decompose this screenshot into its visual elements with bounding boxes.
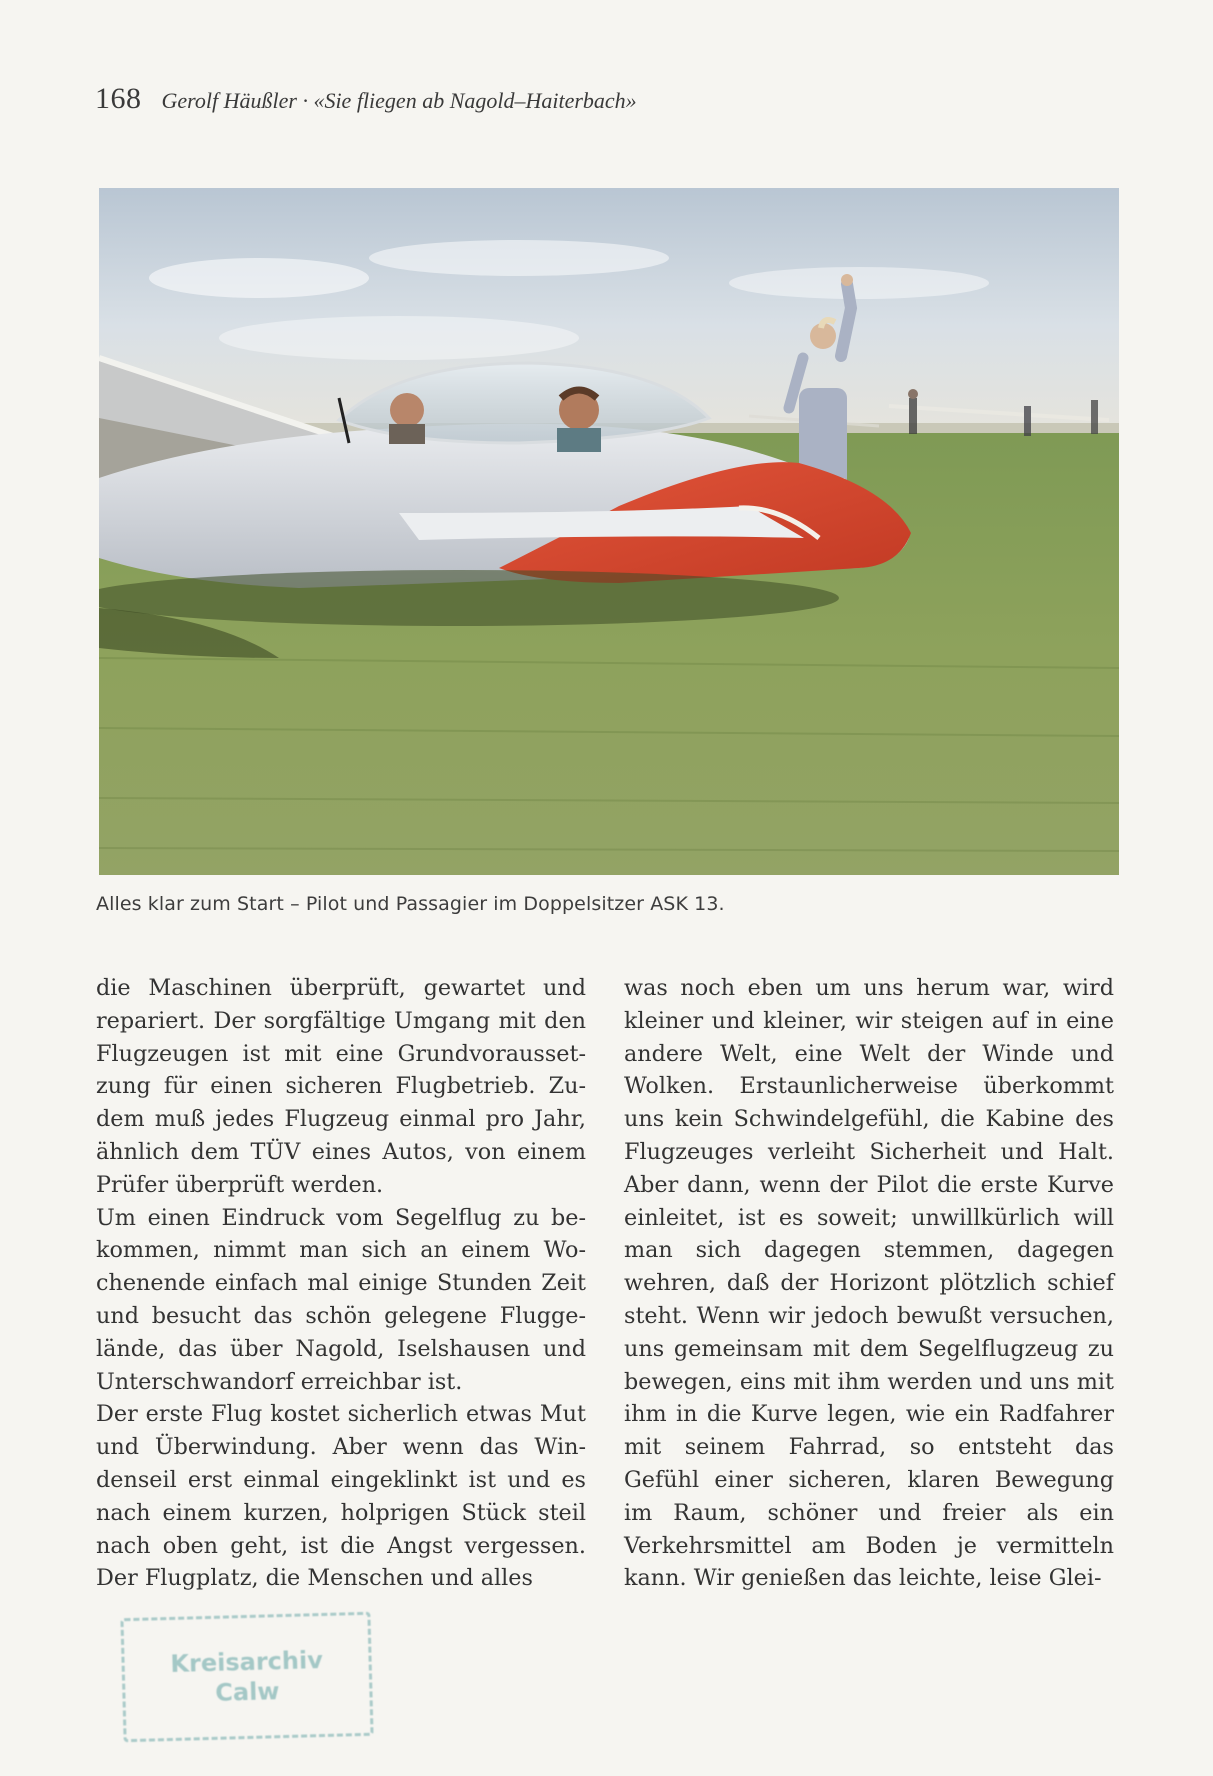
paragraph: was noch eben um uns herum war, wird kleiner und kleiner, wir steigen auf in eine andere Welt, eine Welt der Winde und Wolken. Erstaunlicherweise überkommt uns kein Schwindelgefühl, die Kabine des Flugzeuges verleiht Sicherheit und Halt. Aber dann, wenn der Pilot die erste Kurve einleitet, ist es soweit; unwillkürlich will man sich dagegen stemmen, dagegen wehren, daß der Horizont plötzlich schief steht. Wenn wir jedoch bewußt versuchen, uns gemeinsam mit dem Segelflugzeug zu bewegen, eins mit ihm werden und uns mit ihm in die Kurve legen, wie ein Radfahrer mit seinem Fahrrad, so entsteht das Gefühl einer sicheren, klaren Bewegung im Raum, schöner und freier als ein Verkehrsmittel am Boden je vermitteln kann. Wir genießen das leichte, leise Glei-	[624, 975, 1114, 1592]
stamp-line-2: Calw	[214, 1677, 280, 1707]
paragraph: die Maschinen überprüft, gewartet und repariert. Der sorgfältige Umgang mit den Flugzeugen ist mit eine Grundvoraussetzung für einen sicheren Flugbetrieb. Zudem muß jedes Flugzeug einmal pro Jahr, ähnlich dem TÜV eines Autos, von einem Prüfer überprüft werden.	[96, 975, 586, 1198]
archive-stamp	[120, 1612, 373, 1743]
stamp-line-1: Kreisarchiv	[170, 1646, 324, 1678]
figure-caption: Alles klar zum Start – Pilot und Passagier im Doppelsitzer ASK 13.	[96, 893, 725, 915]
running-head	[95, 82, 637, 116]
page-number: 168	[95, 82, 142, 115]
running-title: Gerolf Häußler · «Sie fliegen ab Nagold–Haiterbach»	[161, 88, 637, 113]
text-column-left	[96, 972, 586, 1595]
text-column-right	[624, 972, 1114, 1595]
paragraph: Um einen Eindruck vom Segelflug zu bekommen, nimmt man sich an einem Wochenende einfach mal einige Stunden Zeit und besucht das schön gelegene Fluggelände, das über Nagold, Iselshausen und Unterschwandorf erreichbar ist.	[96, 1204, 586, 1395]
paragraph: Der erste Flug kostet sicherlich etwas Mut und Überwindung. Aber wenn das Windenseil erst einmal eingeklinkt ist und es nach einem kurzen, holprigen Stück steil nach oben geht, ist die Angst vergessen. Der Flugplatz, die Menschen und alles	[96, 1401, 586, 1592]
glider-photo	[99, 188, 1119, 875]
